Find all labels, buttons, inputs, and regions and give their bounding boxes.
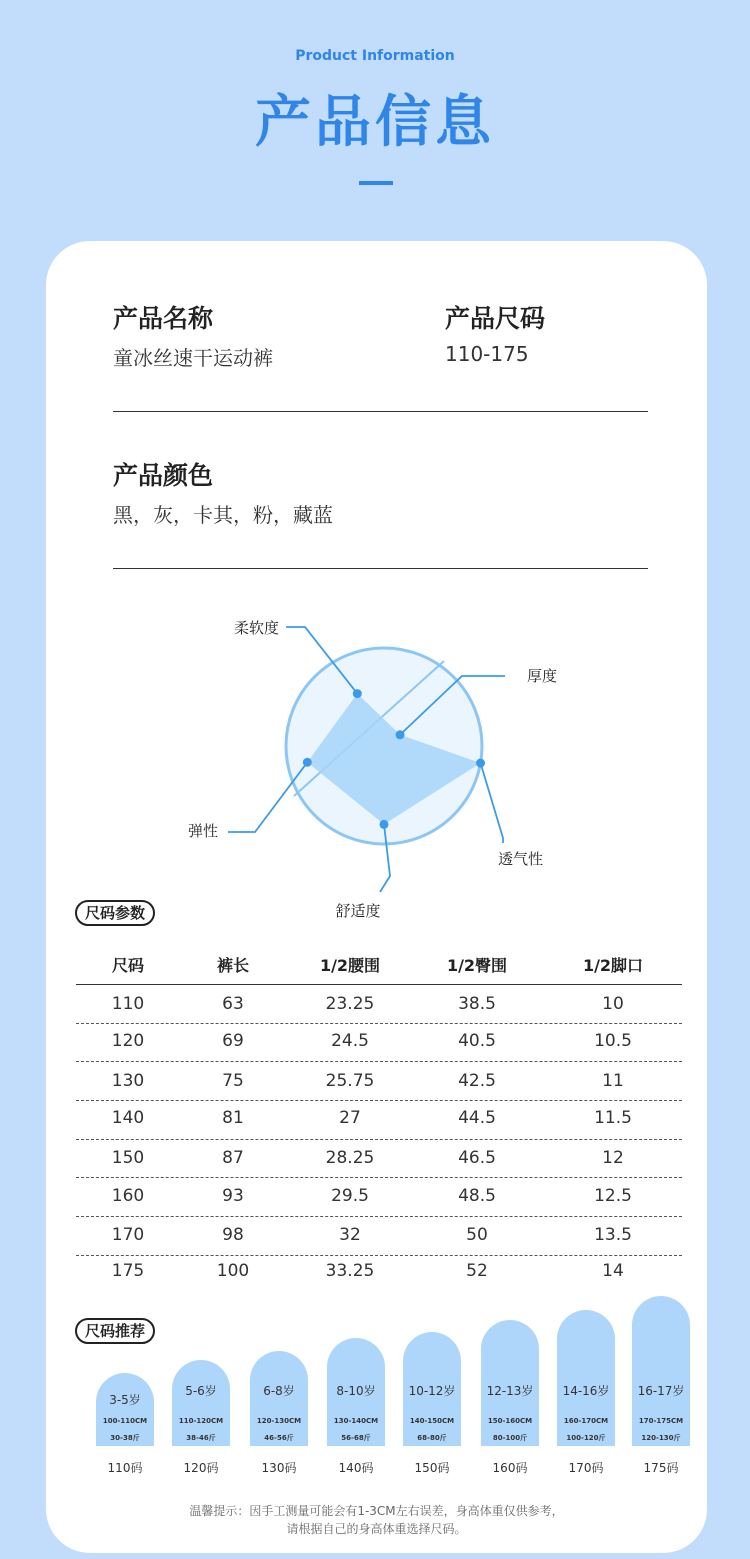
size-recommend-pill — [557, 1310, 615, 1446]
table-cell: 24.5 — [331, 1031, 369, 1051]
pill-size-label: 120码 — [183, 1461, 219, 1475]
radar-point — [476, 759, 485, 768]
table-cell: 81 — [222, 1108, 244, 1128]
product-name-label: 产品名称 — [113, 304, 214, 333]
pill-height: 140-150CM — [409, 1417, 455, 1425]
table-cell: 23.25 — [325, 994, 375, 1014]
pill-height: 150-160CM — [487, 1417, 533, 1425]
table-cell: 69 — [222, 1031, 244, 1051]
pill-size-label: 175码 — [643, 1461, 679, 1475]
size-recommend-pill — [632, 1296, 690, 1446]
pill-size-label: 110码 — [107, 1461, 143, 1475]
size-recommend-pill — [327, 1338, 385, 1446]
pill-weight: 120-130斤 — [641, 1434, 681, 1442]
table-cell: 150 — [111, 1148, 145, 1168]
table-cell: 160 — [111, 1186, 145, 1206]
radar-point — [353, 689, 362, 698]
radar-label: 透气性 — [498, 850, 544, 868]
pill-age: 5-6岁 — [185, 1384, 217, 1398]
table-cell: 42.5 — [458, 1071, 496, 1091]
recommend-tag: 尺码推荐 — [75, 1318, 155, 1344]
table-cell: 12 — [602, 1148, 624, 1168]
table-cell: 140 — [111, 1108, 145, 1128]
pill-size-label: 160码 — [492, 1461, 528, 1475]
table-cell: 29.5 — [331, 1186, 369, 1206]
pill-size-label: 170码 — [568, 1461, 604, 1475]
english-title: Product Information — [295, 48, 455, 64]
table-cell: 13.5 — [594, 1225, 632, 1245]
table-row-divider — [76, 1023, 682, 1024]
pill-height: 170-175CM — [638, 1417, 684, 1425]
pill-weight: 100-120斤 — [566, 1434, 606, 1442]
table-cell: 48.5 — [458, 1186, 496, 1206]
pill-height: 100-110CM — [102, 1417, 148, 1425]
pill-weight: 46-56斤 — [264, 1434, 294, 1442]
page-title: 产品信息 — [255, 90, 495, 155]
table-header-cell: 裤长 — [216, 956, 249, 975]
pill-weight: 56-68斤 — [341, 1434, 371, 1442]
table-cell: 14 — [602, 1261, 624, 1281]
product-color-value: 黑，灰，卡其，粉，藏蓝 — [113, 503, 333, 527]
table-cell: 38.5 — [458, 994, 496, 1014]
table-cell: 11.5 — [594, 1108, 632, 1128]
table-row-divider — [76, 1139, 682, 1140]
pill-age: 8-10岁 — [336, 1384, 376, 1398]
table-cell: 28.25 — [325, 1148, 375, 1168]
pill-height: 110-120CM — [178, 1417, 224, 1425]
radar-point — [396, 730, 405, 739]
pill-height: 160-170CM — [563, 1417, 609, 1425]
table-cell: 63 — [222, 994, 244, 1014]
table-cell: 110 — [111, 994, 145, 1014]
pill-age: 16-17岁 — [637, 1384, 685, 1398]
table-cell: 10.5 — [594, 1031, 632, 1051]
table-row-divider — [76, 1216, 682, 1217]
pill-age: 12-13岁 — [486, 1384, 534, 1398]
table-cell: 75 — [222, 1071, 244, 1091]
radar-label: 舒适度 — [335, 902, 381, 920]
pill-weight: 30-38斤 — [110, 1434, 140, 1442]
table-cell: 98 — [222, 1225, 244, 1245]
radar-label: 弹性 — [188, 822, 219, 840]
pill-height: 120-130CM — [256, 1417, 302, 1425]
table-cell: 87 — [222, 1148, 244, 1168]
table-cell: 32 — [339, 1225, 361, 1245]
radar-point — [380, 820, 389, 829]
pill-weight: 80-100斤 — [492, 1434, 528, 1442]
table-cell: 25.75 — [325, 1071, 375, 1091]
table-cell: 52 — [466, 1261, 488, 1281]
table-cell: 10 — [602, 994, 624, 1014]
pill-height: 130-140CM — [333, 1417, 379, 1425]
pill-size-label: 140码 — [338, 1461, 374, 1475]
pill-age: 3-5岁 — [109, 1393, 141, 1407]
product-size-label: 产品尺码 — [445, 304, 546, 333]
table-cell: 100 — [216, 1261, 250, 1281]
table-cell: 130 — [111, 1071, 145, 1091]
radar-leader-line — [481, 763, 503, 843]
table-row-divider — [76, 1177, 682, 1178]
table-cell: 40.5 — [458, 1031, 496, 1051]
table-header-cell: 1/2腰围 — [319, 956, 381, 975]
table-cell: 93 — [222, 1186, 244, 1206]
pill-age: 14-16岁 — [562, 1384, 610, 1398]
table-cell: 44.5 — [458, 1108, 496, 1128]
size-recommend-pill — [96, 1373, 154, 1446]
table-header-cell: 1/2臀围 — [446, 956, 508, 975]
table-cell: 11 — [602, 1071, 624, 1091]
table-header-cell: 尺码 — [111, 956, 144, 975]
table-row-divider — [76, 1255, 682, 1256]
table-cell: 27 — [339, 1108, 361, 1128]
pill-weight: 68-80斤 — [417, 1434, 447, 1442]
table-cell: 46.5 — [458, 1148, 496, 1168]
pill-age: 10-12岁 — [408, 1384, 456, 1398]
table-cell: 120 — [111, 1031, 145, 1051]
table-header-line — [76, 984, 682, 985]
table-cell: 12.5 — [594, 1186, 632, 1206]
table-cell: 50 — [466, 1225, 488, 1245]
table-cell: 175 — [111, 1261, 145, 1281]
pill-size-label: 150码 — [414, 1461, 450, 1475]
pill-weight: 38-46斤 — [186, 1434, 216, 1442]
radar-point — [303, 758, 312, 767]
tip-line-1: 温馨提示：因手工测量可能会有1-3CM左右误差，身高体重仅供参考， — [189, 1504, 564, 1518]
table-row-divider — [76, 1061, 682, 1062]
table-header-cell: 1/2脚口 — [582, 956, 644, 975]
pill-age: 6-8岁 — [263, 1384, 295, 1398]
radar-label: 厚度 — [527, 667, 558, 685]
product-color-label: 产品颜色 — [113, 461, 214, 490]
product-size-value: 110-175 — [445, 342, 529, 366]
radar-label: 柔软度 — [234, 619, 280, 637]
size-recommend-pill — [481, 1320, 539, 1446]
tip-line-2: 请根据自己的身高体重选择尺码。 — [286, 1522, 467, 1536]
table-cell: 170 — [111, 1225, 145, 1245]
pill-size-label: 130码 — [261, 1461, 297, 1475]
table-row-divider — [76, 1100, 682, 1101]
product-name-value: 童冰丝速干运动裤 — [113, 346, 273, 370]
table-cell: 33.25 — [325, 1261, 375, 1281]
size-recommend-pill — [172, 1360, 230, 1446]
size-recommend-pill — [403, 1332, 461, 1446]
size-table-tag: 尺码参数 — [75, 900, 155, 926]
size-recommend-pill — [250, 1351, 308, 1446]
